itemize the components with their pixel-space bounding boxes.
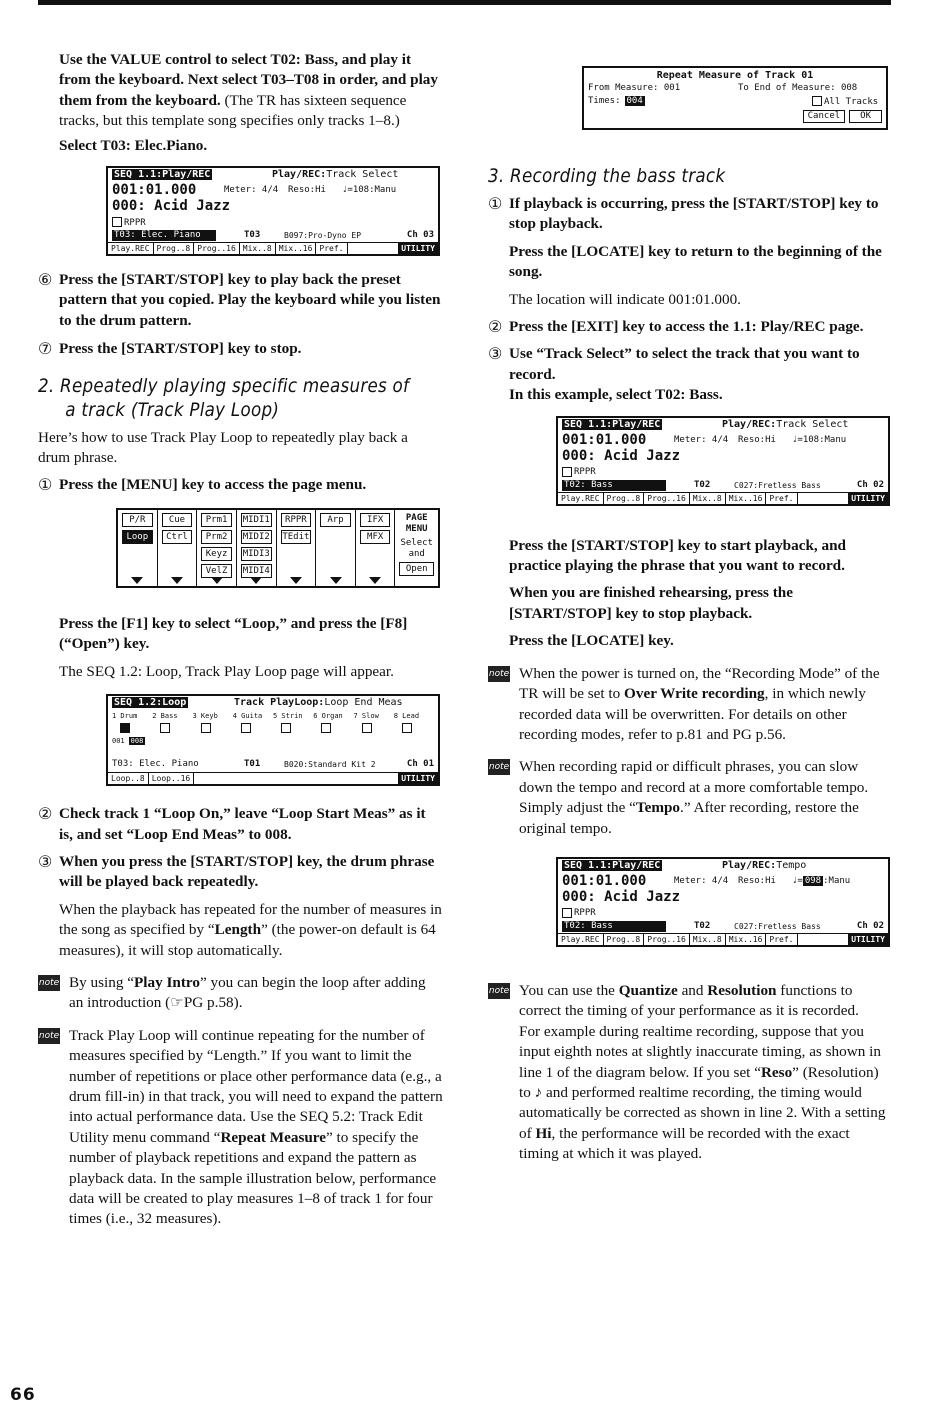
step-text: Press the [EXIT] key to access the 1.1: Play/REC page. xyxy=(509,318,864,336)
lcd-tab: Prog..16 xyxy=(194,243,240,254)
step-number: ⑦ xyxy=(38,341,53,359)
lcd-tab-bar xyxy=(108,242,438,254)
menu-item: IFX xyxy=(360,513,391,527)
menu-page-label: PAGE xyxy=(405,512,428,523)
note-body xyxy=(519,981,890,1165)
step-number: ② xyxy=(488,319,503,337)
lcd-page-menu xyxy=(116,508,440,588)
lcd-title-row xyxy=(562,860,884,872)
lcd-tab-bar xyxy=(558,933,888,945)
dialog-times-row xyxy=(588,96,882,107)
dialog-all-tracks xyxy=(812,96,878,108)
lcd-track-number: T01 xyxy=(244,759,261,770)
menu-item: MIDI4 xyxy=(242,565,270,576)
text: When recording rapid or difficult phrases, you can slow down the tempo and record at a more comfortable tempo. Simply adjust the “ xyxy=(519,758,869,817)
loop-start: 001 xyxy=(112,737,125,746)
lcd-tab: Pref. xyxy=(766,934,797,945)
text: and xyxy=(677,981,708,999)
down-arrow-icon xyxy=(369,577,381,584)
lcd-repeat-measure xyxy=(582,66,888,130)
step-text: Press the [MENU] key to access the page menu. xyxy=(59,476,367,494)
lcd-utility-tab: UTILITY xyxy=(848,934,888,945)
menu-item: MIDI3 xyxy=(242,548,270,559)
instruction-note: (The TR has sixteen sequence tracks, but this template song specifies only tracks 1–8.) xyxy=(59,91,407,130)
lcd-tab: Loop..8 xyxy=(108,773,149,784)
lcd-reso: Reso:Hi xyxy=(738,875,776,886)
lcd-tab-bar xyxy=(108,772,438,784)
lcd-track: T02: Bass xyxy=(562,921,666,932)
dialog-times-label: Times: xyxy=(588,96,621,106)
press-locate: Press the [LOCATE] key. xyxy=(509,632,674,650)
step-text: If playback is occurring, press the [START/STOP] key to stop playback. xyxy=(509,195,879,233)
note-text xyxy=(69,973,443,1014)
section-heading-2 xyxy=(38,374,410,398)
loop-track xyxy=(193,711,233,733)
lcd-rppr: RPPR xyxy=(574,908,596,919)
lcd-tab: Loop..16 xyxy=(149,773,195,784)
menu-item: Prm2 xyxy=(201,530,232,544)
lcd-channel: Ch 02 xyxy=(856,920,884,931)
loop-checkbox[interactable] xyxy=(362,723,372,733)
lcd-title-row xyxy=(112,697,434,709)
lcd-channel: Ch 02 xyxy=(856,479,884,490)
step-1 xyxy=(38,475,443,495)
lcd-title-row xyxy=(112,169,434,181)
lcd-tab-bar xyxy=(558,492,888,504)
text: , the performance will be recorded with the exact timing at which it was played. xyxy=(519,1124,850,1163)
lcd-tab: Pref. xyxy=(766,493,797,504)
step-6 xyxy=(38,270,443,331)
text: , in which newly recorded data will be overwritten. For details on other recording modes, refer to p.81 and PG p.56. xyxy=(519,685,866,743)
lcd-location: 001:01.000 xyxy=(562,431,647,448)
text: ” you can begin the loop after adding an introduction (☞PG p.58). xyxy=(69,973,426,1012)
text-bold: Play Intro xyxy=(133,973,200,991)
note-text xyxy=(69,1026,443,1230)
note-tempo xyxy=(488,757,890,839)
checkbox-icon[interactable] xyxy=(812,96,822,106)
menu-item: VelZ xyxy=(201,564,232,578)
menu-item: Ctrl xyxy=(162,530,193,544)
lcd-track-number: T02 xyxy=(694,920,711,931)
loop-track xyxy=(112,711,152,733)
lcd-title: SEQ 1.2:Loop xyxy=(114,697,187,709)
lcd-play-rec-t03 xyxy=(106,166,440,256)
menu-item: MIDI1 xyxy=(242,514,270,525)
text: Track Play Loop will continue repeating for the number of measures specified by “Length.” If you want to limit the number of repetitions or place other performance data (e.g., a drum fill-in) in that track, you will need to expand the pattern into actual performance data. Use the SEQ 5.2: Track Edit Utility menu command “ xyxy=(69,1026,443,1146)
lcd-track: T02: Bass xyxy=(562,480,666,491)
loop-track-label: 3 Keyb xyxy=(192,712,218,721)
loop-track xyxy=(354,711,394,733)
menu-column xyxy=(316,510,356,586)
lcd-title: SEQ 1.1:Play/REC xyxy=(564,859,661,871)
lcd-utility-tab: UTILITY xyxy=(398,773,438,784)
lcd-rppr-row xyxy=(562,467,884,479)
section-heading-3 xyxy=(488,164,842,188)
step-7 xyxy=(38,339,443,359)
down-arrow-icon xyxy=(171,577,183,584)
lcd-program: B097:Pro-Dyno EP xyxy=(284,231,362,241)
step-number: ⑥ xyxy=(38,272,53,290)
lcd-play-rec-tempo xyxy=(556,857,890,947)
note-play-intro xyxy=(38,973,443,1014)
text-bold: Over Write recording xyxy=(624,685,765,703)
menu-item: TEdit xyxy=(282,531,310,542)
loop-track xyxy=(233,711,273,733)
lcd-tab: Mix..16 xyxy=(726,934,767,945)
menu-column xyxy=(197,510,237,586)
text: ” (the power-on default is 64 measures), it will stop automatically. xyxy=(59,921,436,959)
lcd-mode-label: Track PlayLoop: xyxy=(234,697,325,709)
intro-paragraph: Here’s how to use Track Play Loop to repeatedly play back a drum phrase. xyxy=(38,428,408,467)
lcd-meter: Meter: 4/4 xyxy=(674,875,729,886)
lcd-track-row xyxy=(562,480,884,491)
heading-line: 3. Recording the bass track xyxy=(488,165,726,187)
text-bold: Hi xyxy=(535,1124,552,1142)
menu-open-button: Open xyxy=(399,562,434,576)
checkbox-icon xyxy=(562,467,572,477)
lcd-location: 001:01.000 xyxy=(112,182,197,199)
note-icon: note xyxy=(38,1028,60,1044)
text: When the power is turned on, the “Recording Mode” of the TR will be set to xyxy=(519,664,880,703)
paragraph-value-control xyxy=(38,50,443,132)
lcd-tab: Prog..16 xyxy=(644,493,690,504)
step-number: ① xyxy=(488,196,503,213)
loop-track xyxy=(394,711,434,733)
menu-select-label: Select xyxy=(400,537,433,548)
instruction-bold: Use the VALUE control to select T02: Bass, and play it from the keyboard. Next select T03–T08 in order, and play them from the keyboard. xyxy=(59,51,438,109)
lcd-loop-range xyxy=(112,736,434,746)
note-icon: note xyxy=(488,983,510,999)
menu-column xyxy=(118,510,158,586)
checkbox-icon xyxy=(112,217,122,227)
menu-item: Cue xyxy=(162,513,193,527)
loop-track xyxy=(313,711,353,733)
note-icon: note xyxy=(38,975,60,991)
lcd-tab: Mix..16 xyxy=(726,493,767,504)
menu-item: MFX xyxy=(360,530,391,544)
lcd-mode xyxy=(234,697,403,709)
lcd-tab: Play.REC xyxy=(108,243,154,254)
step-text: Press the [START/STOP] key to stop. xyxy=(59,340,302,358)
step-text: Press the [START/STOP] key to play back the preset pattern that you copied. Play the keyboard while you listen to the drum pattern. xyxy=(59,271,441,329)
lcd-tab: Prog..8 xyxy=(154,243,195,254)
lcd-channel: Ch 01 xyxy=(406,759,434,770)
lcd-track-number: T03 xyxy=(244,230,261,241)
lcd-tab: Mix..8 xyxy=(240,243,276,254)
lcd-tab: Play.REC xyxy=(558,934,604,945)
loop-page-appears: The SEQ 1.2: Loop, Track Play Loop page will appear. xyxy=(59,662,394,680)
loop-track-label: 8 Lead xyxy=(393,712,420,721)
step-1-right xyxy=(488,194,890,235)
lcd-track-number: T02 xyxy=(694,479,711,490)
lcd-title: SEQ 1.1:Play/REC xyxy=(114,169,211,181)
lcd-tempo: ♩=108:Manu xyxy=(342,185,397,196)
lcd-track-row xyxy=(562,921,884,932)
lcd-param: Tempo xyxy=(776,859,807,871)
lcd-track: T03: Elec. Piano xyxy=(112,230,216,241)
lcd-rppr-row xyxy=(112,217,434,229)
lcd-tempo-post: :Manu xyxy=(823,875,851,886)
lcd-location-row xyxy=(112,182,434,198)
lcd-mode-label: Play/REC: xyxy=(722,859,777,871)
loop-track-label: 2 Bass xyxy=(152,712,178,721)
lcd-location-row xyxy=(562,873,884,889)
loop-checkbox[interactable] xyxy=(241,723,251,733)
lcd-track: T03: Elec. Piano xyxy=(112,759,199,770)
menu-column xyxy=(237,510,277,586)
lcd-mode-label: Play/REC: xyxy=(272,169,327,181)
loop-track-label: 4 Guita xyxy=(232,712,263,721)
dialog-title: Repeat Measure of Track 01 xyxy=(656,70,814,81)
down-arrow-icon xyxy=(290,577,302,584)
menu-item: MIDI2 xyxy=(242,531,270,542)
text-bold: Tempo xyxy=(635,799,681,817)
text-bold: Repeat Measure xyxy=(220,1128,327,1146)
lcd-tab: Prog..8 xyxy=(604,934,645,945)
down-arrow-icon xyxy=(211,577,223,584)
text-bold: Reso xyxy=(760,1063,793,1081)
loop-checkbox[interactable] xyxy=(160,723,170,733)
heading-line: a track (Track Play Loop) xyxy=(65,398,280,421)
lcd-track-row xyxy=(112,230,434,241)
lcd-meter: Meter: 4/4 xyxy=(224,185,279,196)
step-3 xyxy=(38,852,443,893)
down-arrow-icon xyxy=(330,577,342,584)
menu-column xyxy=(356,510,396,586)
cancel-button[interactable]: Cancel xyxy=(803,110,846,123)
text-bold: Resolution xyxy=(707,981,777,999)
lcd-param: Loop End Meas xyxy=(324,697,403,709)
note-quantize xyxy=(488,981,890,1165)
lcd-tab: Prog..8 xyxy=(604,493,645,504)
loop-checkbox[interactable] xyxy=(402,723,412,733)
step-2-right xyxy=(488,317,890,337)
lcd-mode-label: Play/REC: xyxy=(722,418,777,430)
dialog-buttons xyxy=(588,110,882,123)
lcd-tab: Mix..8 xyxy=(690,934,726,945)
top-rule xyxy=(38,0,891,5)
loop-track-label: 7 Slow xyxy=(353,712,379,721)
down-arrow-icon xyxy=(131,577,143,584)
down-arrow-icon xyxy=(250,577,262,584)
loop-checkbox[interactable] xyxy=(201,723,211,733)
note-text xyxy=(519,1022,890,1165)
lcd-song: 000: Acid Jazz xyxy=(112,198,231,215)
select-t03: Select T03: Elec.Piano. xyxy=(59,136,208,154)
menu-item: RPPR xyxy=(281,513,312,527)
length-paragraph xyxy=(38,900,443,961)
loop-track-label: 1 Drum xyxy=(112,712,138,721)
loop-checkbox[interactable] xyxy=(281,723,291,733)
lcd-tab: Pref. xyxy=(316,243,347,254)
step-text: Use “Track Select” to select the track that you want to record. xyxy=(509,345,860,383)
lcd-channel: Ch 03 xyxy=(406,230,434,241)
left-column xyxy=(38,50,443,1230)
menu-menu-label: MENU xyxy=(405,523,428,534)
menu-column-page xyxy=(395,510,438,586)
text-bold: Quantize xyxy=(618,981,678,999)
lcd-track-row xyxy=(112,759,434,770)
dialog-to: To End of Measure: 008 xyxy=(738,83,858,93)
lcd-param: Track Select xyxy=(776,418,849,430)
text: ” to specify the number of playback repetitions and expand the pattern as playback data. In the sample illustration below, performance data will be created to play measures 1–8 of track 1 for four times (i.e., 32 measures). xyxy=(69,1128,437,1228)
text: You can use the xyxy=(519,981,619,999)
text-bold: Length xyxy=(214,921,262,939)
text: By using “ xyxy=(69,973,134,991)
note-icon: note xyxy=(488,666,510,682)
lcd-song: 000: Acid Jazz xyxy=(562,888,681,905)
step-number: ① xyxy=(38,477,53,495)
menu-item: Arp xyxy=(320,513,351,527)
page-number: 66 xyxy=(10,1385,36,1405)
lcd-song: 000: Acid Jazz xyxy=(562,447,681,464)
lcd-mode xyxy=(722,860,806,872)
lcd-tempo-pre: ♩= xyxy=(792,875,803,886)
lcd-title-row xyxy=(562,419,884,431)
right-column xyxy=(488,66,890,1165)
lcd-mode xyxy=(722,419,848,431)
lcd-tab: Mix..16 xyxy=(276,243,317,254)
lcd-meter: Meter: 4/4 xyxy=(674,434,729,445)
select-t02: In this example, select T02: Bass. xyxy=(509,386,723,404)
section-heading-2-line2 xyxy=(38,398,394,422)
lcd-track-play-loop xyxy=(106,694,440,786)
text: When the playback has repeated for the number of measures in the song as specified by “ xyxy=(59,900,442,939)
lcd-program: B020:Standard Kit 2 xyxy=(284,760,376,770)
menu-item: Keyz xyxy=(201,547,232,561)
stop-playback: When you are finished rehearsing, press the [START/STOP] key to stop playback. xyxy=(509,584,793,622)
lcd-play-rec-t02 xyxy=(556,416,890,506)
checkbox-icon xyxy=(562,908,572,918)
lcd-reso: Reso:Hi xyxy=(288,185,326,196)
all-tracks-label: All Tracks xyxy=(824,96,879,107)
menu-item: Loop xyxy=(122,530,153,544)
lcd-rppr: RPPR xyxy=(124,217,146,228)
lcd-tempo xyxy=(792,873,850,889)
dialog-range xyxy=(588,83,882,94)
step-text: Check track 1 “Loop On,” leave “Loop Start Meas” as it is, and set “Loop End Meas” to 008. xyxy=(59,805,426,843)
note-text xyxy=(519,757,890,839)
dialog-from: From Measure: 001 xyxy=(588,83,681,93)
step-2 xyxy=(38,804,443,845)
lcd-utility-tab: UTILITY xyxy=(848,493,888,504)
lcd-location-row xyxy=(562,432,884,448)
lcd-program: C027:Fretless Bass xyxy=(734,480,821,490)
menu-column xyxy=(158,510,198,586)
loop-end: 008 xyxy=(130,737,144,746)
text: For example during realtime recording, suppose that you input eighth notes at slightly inaccurate timing, as shown in line 1 of the diagram below. If you set “ xyxy=(519,1022,881,1081)
step-number: ③ xyxy=(38,853,53,871)
lcd-rppr-row xyxy=(562,908,884,920)
ok-button[interactable]: OK xyxy=(849,110,882,123)
loop-checkbox[interactable] xyxy=(120,723,130,733)
lcd-tempo-value: 098 xyxy=(804,875,822,886)
location-text: The location will indicate 001:01.000. xyxy=(509,290,741,308)
menu-column xyxy=(277,510,317,586)
heading-line: 2. Repeatedly playing specific measures of xyxy=(38,374,410,397)
loop-track xyxy=(152,711,192,733)
lcd-reso: Reso:Hi xyxy=(738,434,776,445)
note-track-play-loop xyxy=(38,1026,443,1230)
lcd-title: SEQ 1.1:Play/REC xyxy=(564,418,661,430)
note-recording-mode xyxy=(488,664,890,746)
lcd-tab: Play.REC xyxy=(558,493,604,504)
text: functions to correct the timing of your performance as it is recorded. xyxy=(519,981,859,1020)
loop-track-label: 5 Strin xyxy=(273,712,303,721)
lcd-loop-tracks xyxy=(112,711,434,733)
loop-track xyxy=(273,711,313,733)
lcd-location: 001:01.000 xyxy=(562,872,647,889)
lcd-tempo: ♩=108:Manu xyxy=(792,434,847,445)
note-text xyxy=(519,981,890,1022)
lcd-tab: Prog..16 xyxy=(644,934,690,945)
dialog-times-value: 004 xyxy=(626,96,643,106)
lcd-utility-tab: UTILITY xyxy=(398,243,438,254)
f1-instruction: Press the [F1] key to select “Loop,” and press the [F8] (“Open”) key. xyxy=(59,614,408,653)
step-number: ③ xyxy=(488,346,503,364)
lcd-rppr: RPPR xyxy=(574,467,596,478)
loop-checkbox[interactable] xyxy=(321,723,331,733)
text: .” After recording, restore the original tempo. xyxy=(519,799,859,837)
lcd-param: Track Select xyxy=(326,169,399,181)
menu-item: Prm1 xyxy=(201,513,232,527)
lcd-mode xyxy=(272,169,398,181)
step-3-right xyxy=(488,344,890,385)
locate-instruction: Press the [LOCATE] key to return to the beginning of the song. xyxy=(509,242,882,281)
start-playback: Press the [START/STOP] key to start playback, and practice playing the phrase that you want to record. xyxy=(509,536,846,575)
menu-item: P/R xyxy=(122,513,153,527)
lcd-program: C027:Fretless Bass xyxy=(734,921,821,931)
loop-track-label: 6 Organ xyxy=(313,712,343,721)
lcd-tab: Mix..8 xyxy=(690,493,726,504)
step-text: When you press the [START/STOP] key, the drum phrase will be played back repeatedly. xyxy=(59,852,435,891)
note-text xyxy=(519,664,890,746)
note-icon: note xyxy=(488,759,510,775)
text: ” (Resolution) to ♪ and performed realtime recording, the timing would automatically be corrected as shown in line 2. With a setting of xyxy=(519,1063,886,1142)
step-number: ② xyxy=(38,806,53,824)
menu-and-label: and xyxy=(408,548,425,559)
